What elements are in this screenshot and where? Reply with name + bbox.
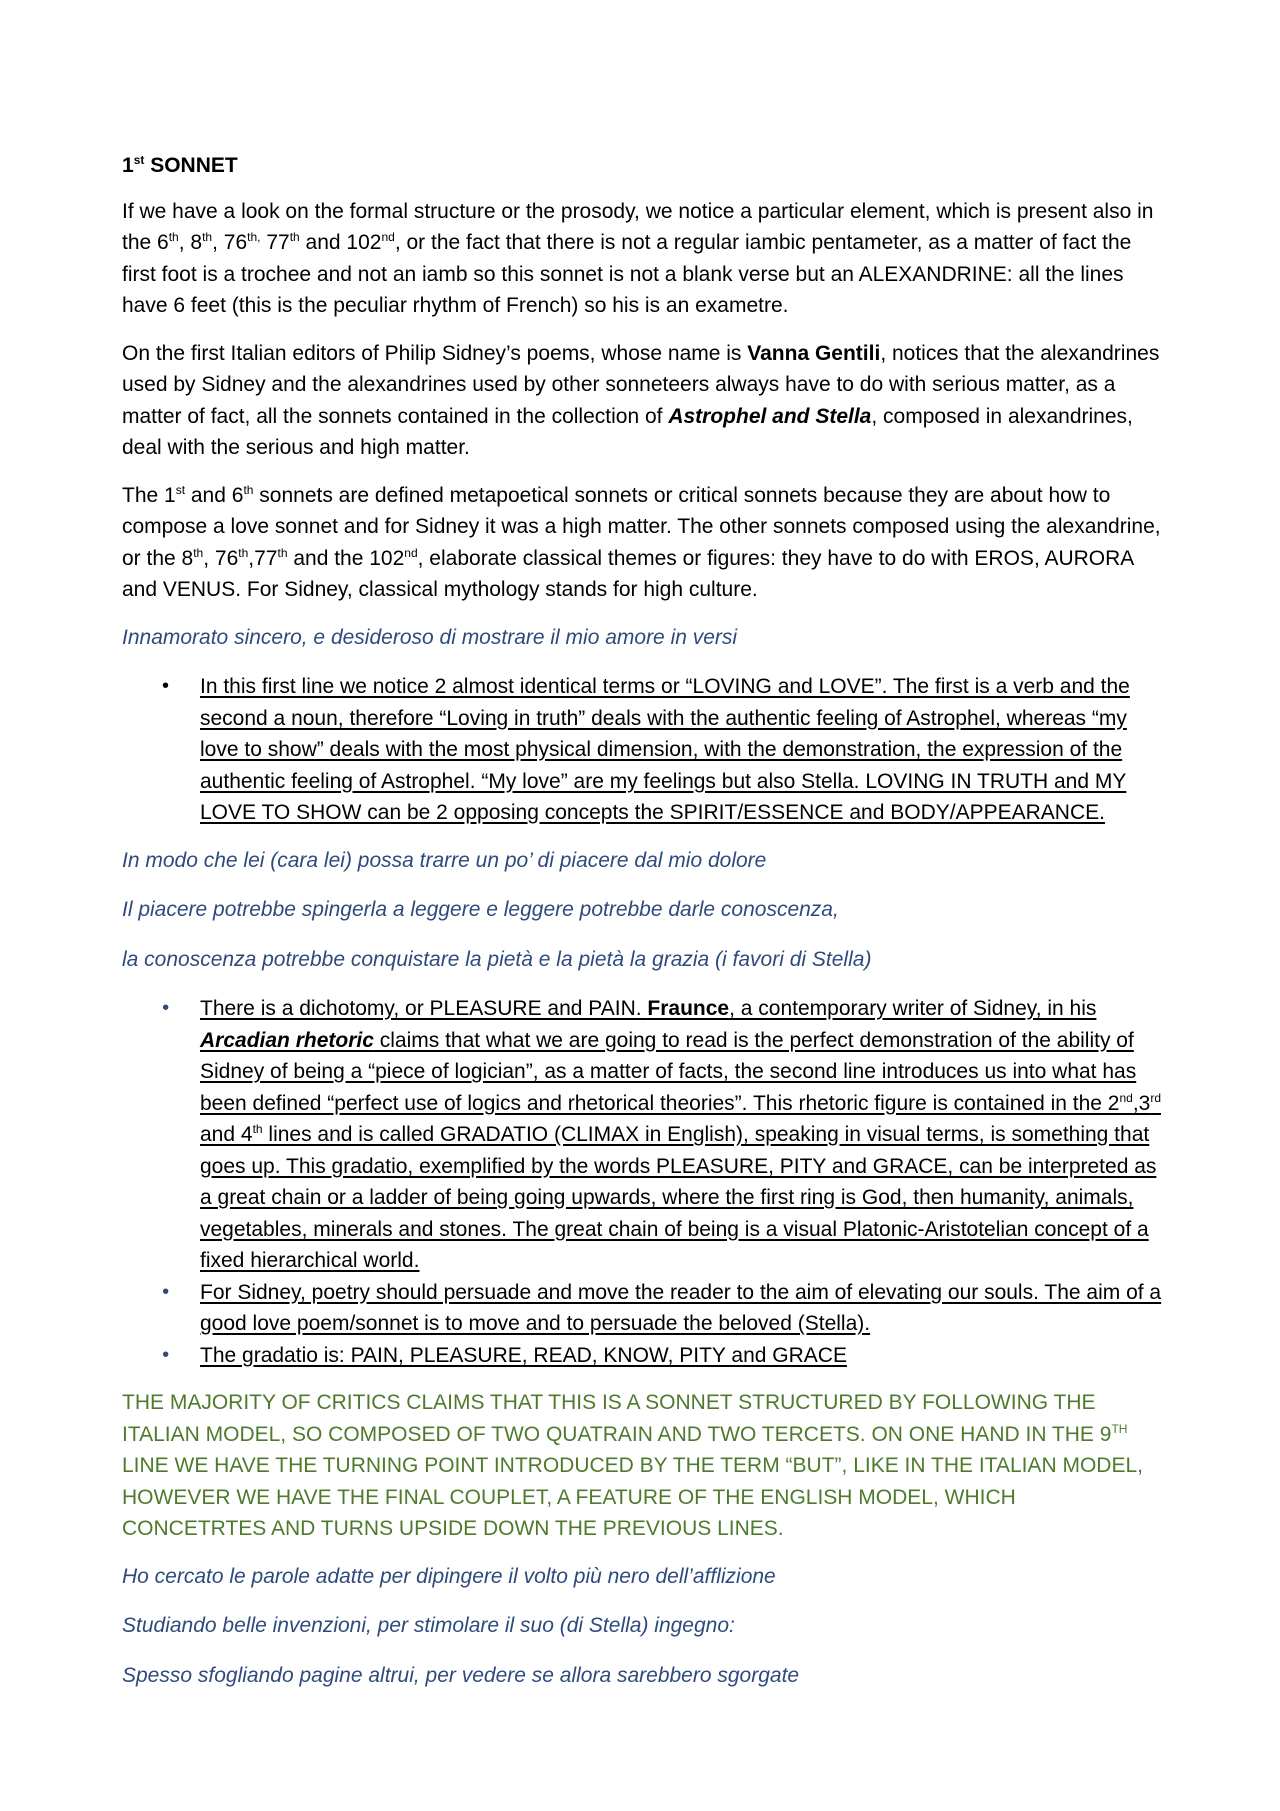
text-run: On the first Italian editors of Philip Sidney’s poems, whose name is [122,341,748,365]
translation-line-4: la conoscenza potrebbe conquistare la pietà e la pietà la grazia (i favori di Stella) [122,947,872,971]
text-run: , 76 [203,546,239,570]
bullet-text: For Sidney, poetry should persuade and move the reader to the aim of elevating our souls. The aim of a good love poem/sonnet is to move and to persuade the beloved (Stella). [200,1280,1162,1335]
text-run: LINE WE HAVE THE TURNING POINT INTRODUCED BY THE TERM “BUT”, LIKE IN THE ITALIAN MODEL, HOWEVER WE HAVE THE FINAL COUPLET, A FEATURE OF THE ENGLISH MODEL, WHICH CONCETRTES AND TURNS UPSIDE DOWN THE PREVIOUS LINES. [122,1454,1143,1540]
ordinal-sup: rd [1150,1090,1162,1105]
list-item [122,993,1162,1277]
work-title: Astrophel and Stella [668,404,872,428]
translation-line-2: In modo che lei (cara lei) possa trarre un po’ di piacere dal mio dolore [122,848,767,872]
text-run: , elaborate classical themes or figures: they have to do with EROS, AURORA and VENUS. For Sidney, classical mythology stands for high culture. [122,546,1134,601]
text-run: lines and is called GRADATIO (CLIMAX in English), speaking in visual terms, is something that goes up. This gradatio, exemplified by the words PLEASURE, PITY and GRACE, can be interpreted as a great chain or a ladder of being going upwards, where the first ring is God, then humanity, animals, vegetables, minerals and stones. The great chain of being is a visual Platonic-Aristotelian concept of a fixed hierarchical world. [200,1123,1157,1272]
text-run: , or the fact that there is not a regular iambic pentameter, as a matter of fact the first foot is a trochee and not an iamb so this sonnet is not a blank verse but an ALEXANDRINE: all the lines have 6 feet (this is the peculiar rhythm of French) so his is an exametre. [122,231,1132,317]
translation-line-3: Il piacere potrebbe spingerla a leggere e leggere potrebbe darle conoscenza, [122,898,839,921]
critics-paragraph [122,1387,1162,1545]
text-run: ,77 [248,546,278,570]
bold-name: Fraunce [647,997,730,1020]
text-run: 77 [260,231,290,254]
bullet-text: The gradatio is: PAIN, PLEASURE, READ, KNOW, PITY and GRACE [200,1343,847,1367]
bullet-icon: • [162,997,170,1019]
ordinal-sup: nd [381,230,395,244]
text-run: ,3 [1132,1091,1151,1115]
paragraph-metapoetical [122,480,1162,606]
paragraph-gentili [122,338,1162,464]
text-run: , 76 [212,231,248,254]
ordinal-sup: th [243,482,254,497]
text-run: If we have a look on the formal structure or the prosody, we notice a particular element, which is present also in the 6 [122,199,1154,254]
bold-name: Vanna Gentili [747,341,881,365]
ordinal-sup: nd [404,545,418,560]
sonnet-heading [122,150,1162,182]
document-body [122,150,1162,1709]
text-run: claims that what we are going to read is the perfect demonstration of the ability of Sidney of being a “piece of logician”, as a matter of facts, the second line introduces us into what has been defined “perfect use of logics and rhetorical theories”. This rhetoric figure is contained in the 2 [200,1028,1137,1115]
text-run: and the 102 [287,546,405,570]
text-run: There is a dichotomy, or PLEASURE and PAIN. [200,997,648,1020]
bullet-icon: • [162,675,170,697]
translation-line-1: Innamorato sincero, e desideroso di mostrare il mio amore in versi [122,625,738,649]
bullet-icon: • [162,1280,170,1303]
heading-number: 1 [122,154,134,177]
bullet-list-gradatio [122,993,1162,1371]
ordinal-sup: th [168,230,179,244]
ordinal-sup: st [175,482,186,497]
paragraph-prosody [122,196,1162,322]
bullet-icon: • [162,1343,170,1366]
heading-ordinal: st [133,153,145,167]
bullet-text: In this first line we notice 2 almost identical terms or “LOVING and LOVE”. The first is a verb and the second a noun, therefore “Loving in truth” deals with the authentic feeling of Astrophel, whereas “my love to show” deals with the most physical dimension, with the demonstration, the expression of the authentic feeling of Astrophel. “My love” are my feelings but also Stella. LOVING IN TRUTH and MY LOVE TO SHOW can be 2 opposing concepts the SPIRIT/ESSENCE and BODY/APPEARANCE. [200,675,1130,824]
ordinal-sup: TH [1111,1421,1128,1436]
list-item [122,671,1162,829]
text-run: and 6 [185,483,244,507]
ordinal-sup: th [252,1122,263,1136]
text-run: , 8 [178,231,203,254]
ordinal-sup: th [238,545,249,560]
ordinal-sup: nd [1119,1090,1133,1105]
text-run: THE MAJORITY OF CRITICS CLAIMS THAT THIS IS A SONNET STRUCTURED BY FOLLOWING THE ITALIAN MODEL, SO COMPOSED OF TWO QUATRAIN AND TWO TERCETS. ON ONE HAND IN THE 9 [122,1391,1112,1446]
translation-line-6: Studiando belle invenzioni, per stimolare il suo (di Stella) ingegno: [122,1614,735,1637]
work-title: Arcadian rhetoric [200,1028,374,1052]
ordinal-sup: th, [247,230,261,244]
text-run: , notices that the alexandrines used by Sidney and the alexandrines used by other sonneteers always have to do with serious matter, as a matter of fact, all the sonnets contained in the collection of [122,341,1160,428]
bullet-list-loving [122,671,1162,829]
ordinal-sup: th [202,230,213,244]
text-run: , a contemporary writer of Sidney, in his [729,997,1097,1020]
translation-line-7: Spesso sfogliando pagine altrui, per vedere se allora sarebbero sgorgate [122,1663,800,1687]
text-run: sonnets are defined metapoetical sonnets or critical sonnets because they are about how to compose a love sonnet and for Sidney it was a high matter. The other sonnets composed using the alexandrine, or the 8 [122,483,1161,570]
ordinal-sup: th [193,545,204,560]
text-run: and 4 [200,1123,253,1146]
heading-word: SONNET [150,154,238,177]
text-run: and 102 [299,231,382,254]
ordinal-sup: th [289,230,300,244]
list-item [122,1340,1162,1372]
list-item [122,1277,1162,1340]
text-run: , composed in alexandrines, deal with the serious and high matter. [122,404,1133,459]
translation-line-5: Ho cercato le parole adatte per dipingere il volto più nero dell’afflizione [122,1564,776,1588]
text-run: The 1 [122,483,176,507]
ordinal-sup: th [277,545,288,560]
